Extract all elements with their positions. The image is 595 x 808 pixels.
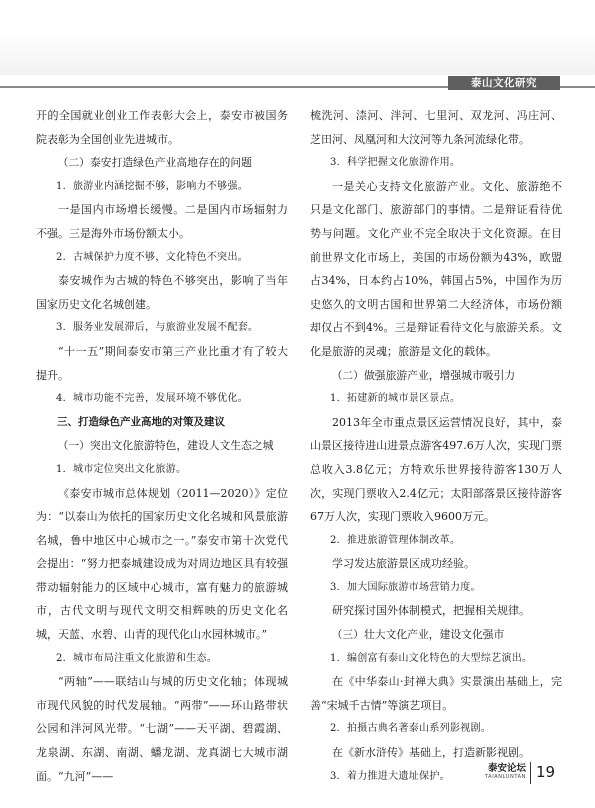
paragraph: 1．拓建新的城市景区景点。 (330, 393, 461, 405)
paragraph: 泰安城作为古城的特色不够突出，影响了当年国家历史文化名城创建。 (36, 274, 288, 311)
left-column (36, 104, 288, 788)
paragraph: 3．服务业发展滞后，与旅游业发展不配套。 (56, 322, 259, 334)
paragraph: “十一五”期间泰安市第三产业比重才有了较大提升。 (36, 344, 288, 382)
paragraph: 3．科学把握文化旅游作用。 (330, 157, 461, 169)
paragraph: 2．推进旅游管理体制改革。 (330, 534, 461, 546)
paragraph: 1．旅游业内涵挖掘不够，影响力不够强。 (56, 180, 249, 192)
paragraph: 2013年全市重点景区运营情况良好，其中，泰山景区接待进山进景点游客497.6万人次，实现门票总收入3.8亿元；方特欢乐世界接待游客130万人次，实现门票收入2.4亿元；太阳部落景区接待游客67万人次，实现门票收入9600万元。 (310, 415, 562, 524)
section-heading: 三、打造绿色产业高地的对策及建议 (57, 415, 225, 428)
paragraph: 3．加大国际旅游市场营销力度。 (330, 581, 481, 593)
section-heading: （二）做强旅游产业，增强城市吸引力 (331, 368, 516, 382)
paragraph: 在《中华泰山·封禅大典》实景演出基础上，完善“宋城千古情”等演艺项目。 (310, 675, 562, 712)
paragraph: 一是国内市场增长缓慢。二是国内市场辐射力不强。三是海外市场份额太小。 (36, 203, 288, 240)
paragraph: 4．城市功能不完善，发展环境不够优化。 (56, 393, 249, 405)
paragraph: “两轴”——联结山与城的历史文化轴；体现城市现代风貌的时代发展轴。“两带”——环山路带状公园和泮河风光带。“七湖”——天平湖、碧霞湖、龙泉湖、东湖、南湖、蟠龙湖、龙真湖七大城市湖面。“九河”—— (36, 675, 288, 783)
paragraph: 1．编创富有泰山文化特色的大型综艺演出。 (330, 652, 533, 664)
paragraph: 2．城市布局注重文化旅游和生态。 (56, 652, 218, 664)
section-tag: 泰山文化研究 (448, 76, 560, 90)
paragraph: 《泰安市城市总体规划（2011—2020）》定位为：“以泰山为依托的国家历史文化名城和风景旅游名城，鲁中地区中心城市之一。”泰安市第十次党代会提出：“努力把泰城建设成为对周边地区具有较强带动辐射能力的区域中心城市，富有魅力的旅游城市，古代文明与现代文明交相辉映的历史文化名城，天蓝、水碧、山青的现代化山水园林城市。” (36, 486, 288, 642)
page-header-band (0, 0, 595, 75)
paragraph: 一是关心支持文化旅游产业。文化、旅游绝不只是文化部门、旅游部门的事情。二是辩证看待优势与问题。文化产业不完全取决于文化资源。在目前世界文化市场上，美国的市场份额为43%，欧盟占34%，日本约占10%，韩国占5%，中国作为历史悠久的文明古国和世界第二大经济体，市场份额却仅占不到4%。三是辩证看待文化与旅游关系。文化是旅游的灵魂；旅游是文化的载体。 (310, 179, 562, 358)
section-heading: （一）突出文化旅游特色，建设人文生态之城 (57, 439, 274, 453)
footer-brand (470, 763, 526, 781)
footer-separator (530, 762, 531, 784)
paragraph: 开的全国就业创业工作表彰大会上，泰安市被国务院表彰为全国创业先进城市。 (36, 109, 288, 146)
paragraph: 研究探讨国外体制模式，把握相关规律。 (332, 604, 530, 618)
paragraph: 2．拍摄古典名著泰山系列影视剧。 (330, 723, 492, 735)
paragraph: 在《新水浒传》基础上，打造新影视剧。 (332, 746, 530, 760)
right-column (310, 104, 562, 788)
page-footer (470, 762, 570, 784)
footer-brand-en: TAIANLUNTAN (484, 774, 526, 780)
paragraph: 1．城市定位突出文化旅游。 (56, 463, 187, 475)
paragraph: 3．着力推进大遗址保护。 (330, 770, 450, 782)
paragraph: 学习发达旅游景区成功经验。 (332, 557, 475, 571)
section-heading: （二）泰安打造绿色产业高地存在的问题 (57, 156, 252, 170)
paragraph: 2．古城保护力度不够，文化特色不突出。 (56, 251, 249, 263)
footer-brand-cn: 泰安论坛 (487, 763, 526, 774)
section-heading: （三）壮大文化产业，建设文化强市 (331, 628, 505, 642)
paragraph: 梳洗河、渿河、泮河、七里河、双龙河、冯庄河、芝田河、凤凰河和大汶河等九条河流绿化带。 (310, 109, 562, 146)
page-number: 19 (536, 763, 556, 781)
